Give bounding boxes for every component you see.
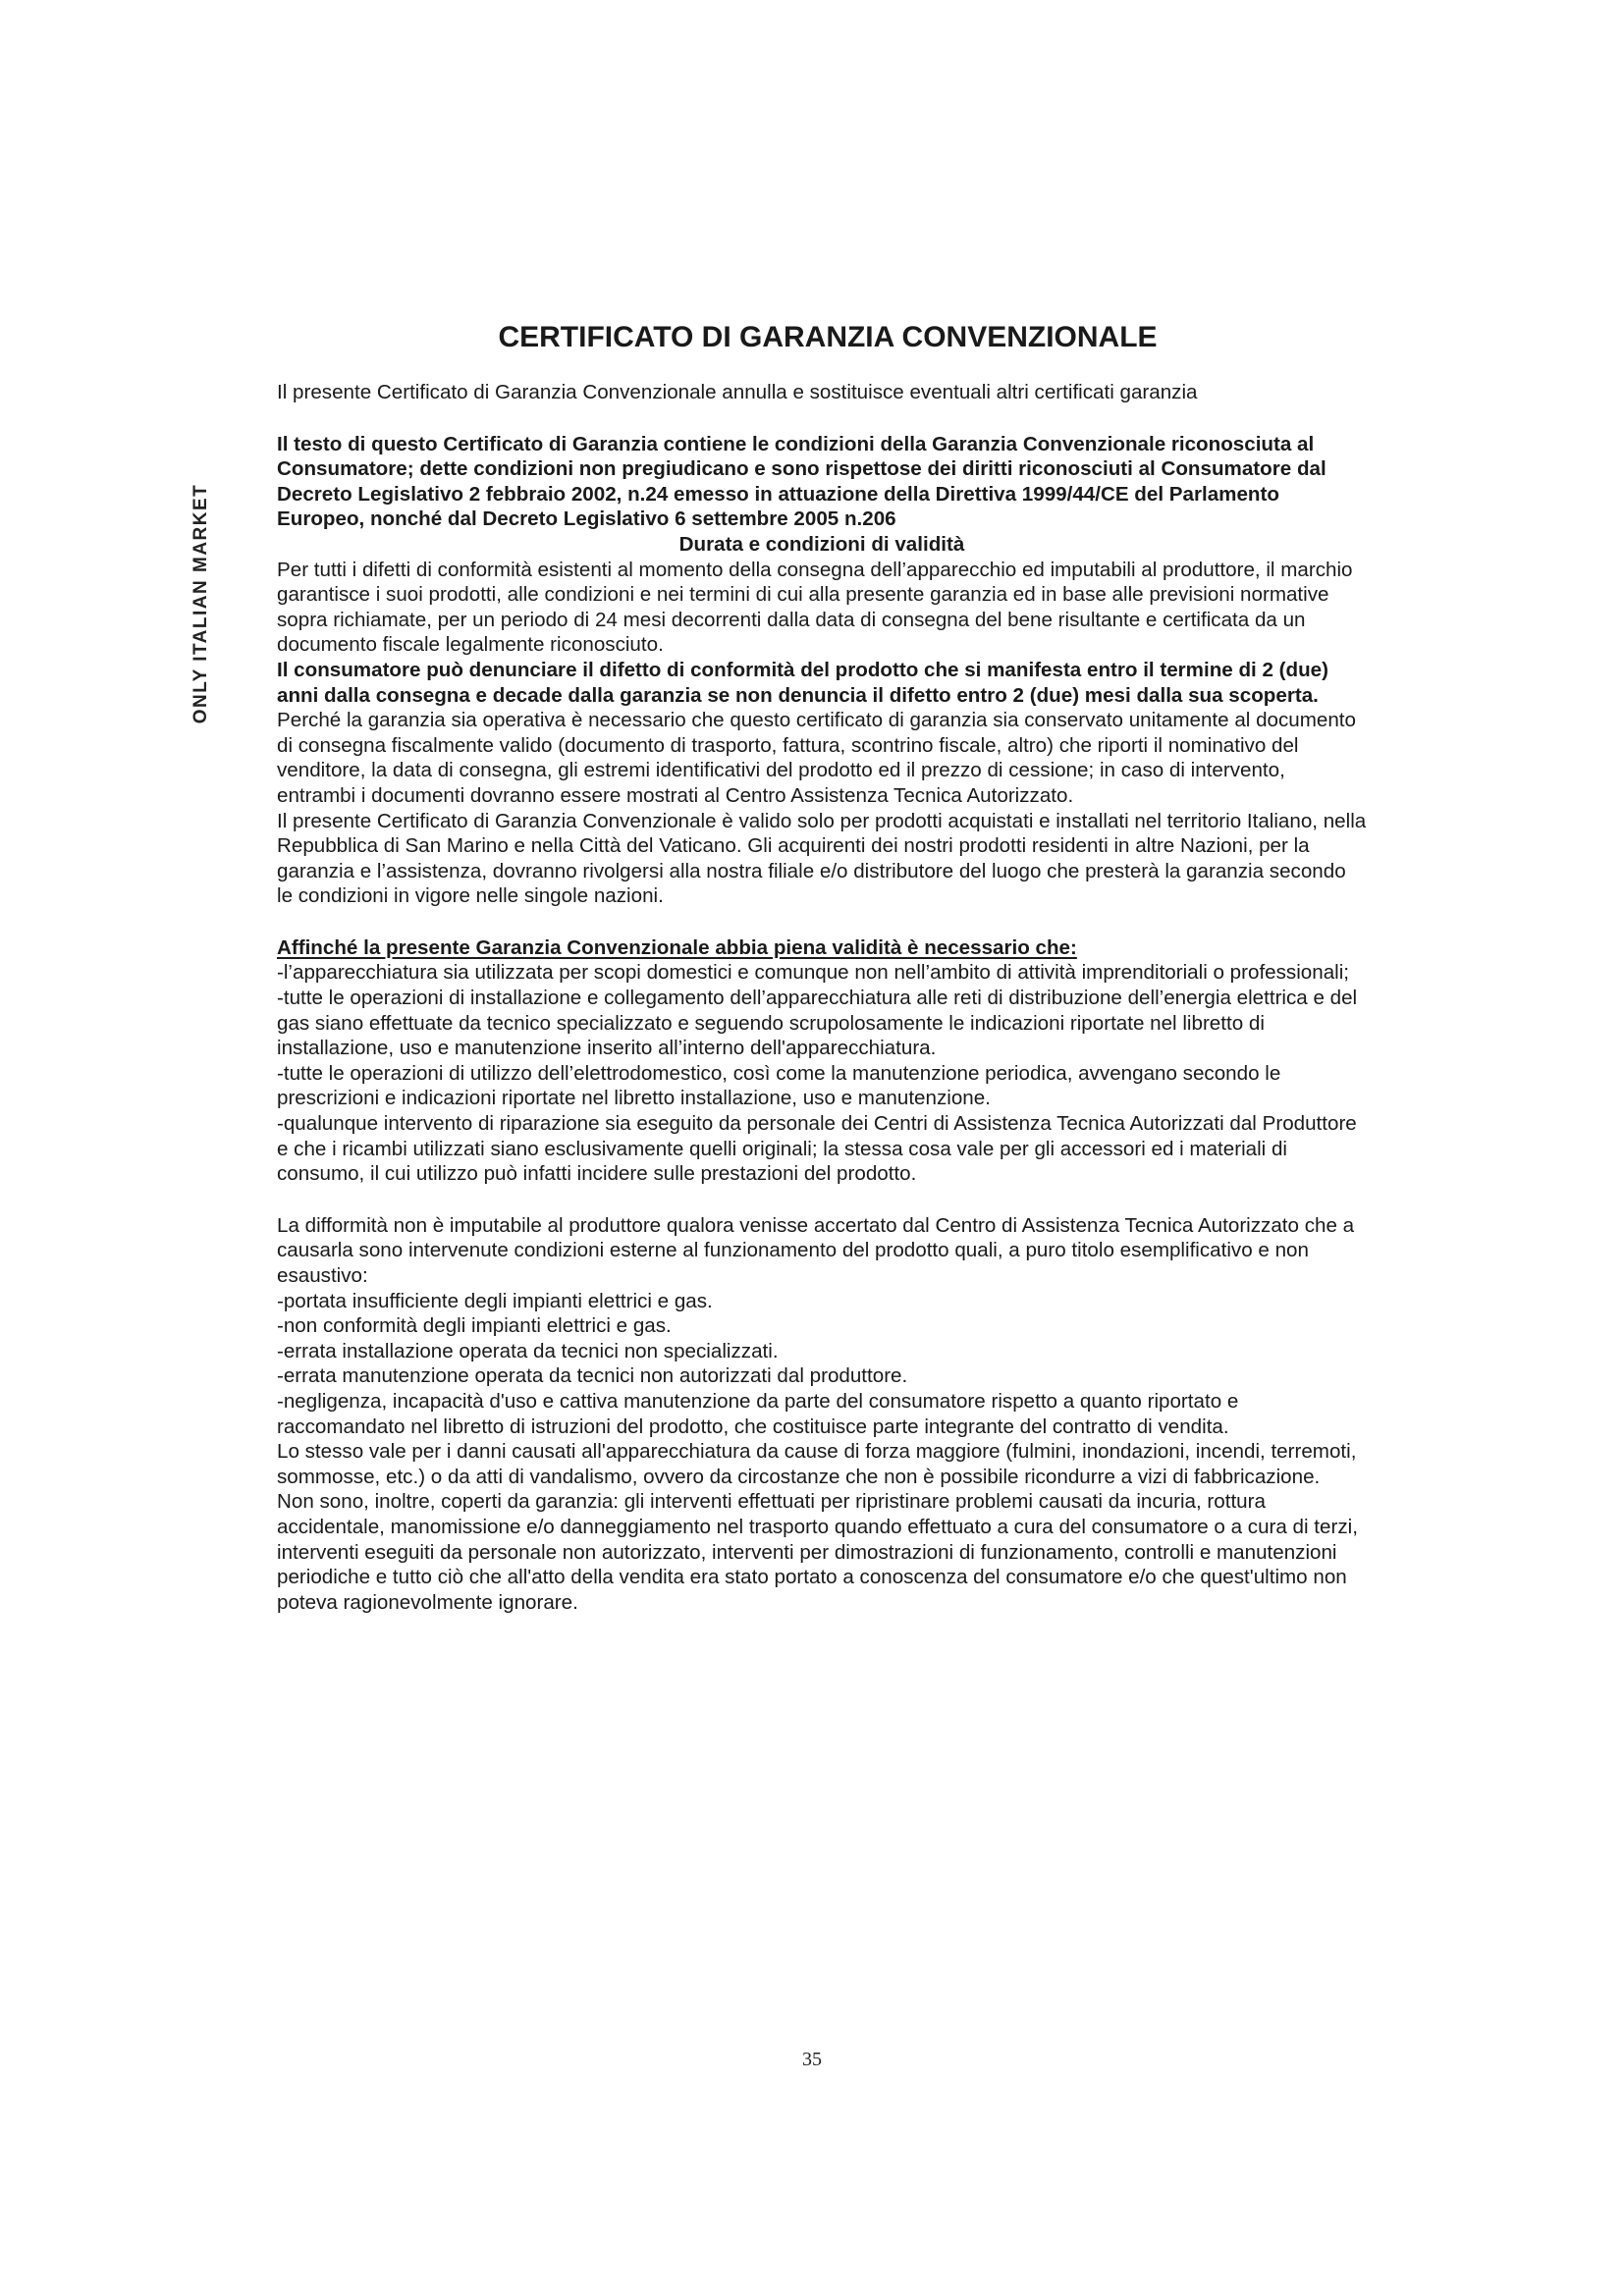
requirement-item: -tutte le operazioni di installazione e collegamento dell’apparecchiatura alle reti di distribuzione dell’energia elettrica e del gas siano effettuate da tecnico specializzato e seguendo scrupolosamente le indicazioni riportate nel libretto di installazione, uso e manutenzione inserito all’interno dell'apparecchiatura. xyxy=(277,987,1358,1060)
market-side-label: ONLY ITALIAN MARKET xyxy=(190,483,211,724)
nonconformity-list xyxy=(277,1289,1367,1440)
document-title: CERTIFICATO DI GARANZIA CONVENZIONALE xyxy=(498,321,1158,353)
force-majeure-paragraph: Lo stesso vale per i danni causati all'apparecchiatura da cause di forza maggiore (fulmini, inondazioni, incendi, terremoti, sommosse, etc.) o da atti di vandalismo, ovvero da circostanze che non è possibile ricondurre a vizi di fabbricazione. xyxy=(277,1440,1357,1488)
legal-basis-paragraph: Il testo di questo Certificato di Garanzia contiene le condizioni della Garanzia Convenzionale riconosciuta al Consumatore; dette condizioni non pregiudicano e sono rispettose dei diritti riconosciuti al Consumatore dal Decreto Legislativo 2 febbraio 2002, n.24 emesso in attuazione della Direttiva 1999/44/CE del Parlamento Europeo, nonché dal Decreto Legislativo 6 settembre 2005 n.206 xyxy=(277,432,1326,531)
territory-paragraph: Il presente Certificato di Garanzia Convenzionale è valido solo per prodotti acquistati e installati nel territorio Italiano, nella Repubblica di San Marino e nella Città del Vaticano. Gli acquirenti dei nostri prodotti residenti in altre Nazioni, per la garanzia e l’assistenza, dovranno rivolgersi alla nostra filiale e/o distributore del luogo che presterà la garanzia secondo le condizioni in vigore nelle singole nazioni. xyxy=(277,809,1367,908)
requirement-item: -qualunque intervento di riparazione sia eseguito da personale dei Centri di Assistenza Tecnica Autorizzati dal Produttore e che i ricambi utilizzati siano esclusivamente quelli originali; la stessa cosa vale per gli accessori ed i materiali di consumo, il cui utilizzo può infatti incidere sulle prestazioni del prodotto. xyxy=(277,1112,1357,1186)
nonconformity-item: -non conformità degli impianti elettrici e gas. xyxy=(277,1314,672,1338)
intro-paragraph: Il presente Certificato di Garanzia Convenzionale annulla e sostituisce eventuali altri certificati garanzia xyxy=(277,381,1198,403)
nonconformity-intro: La difformità non è imputabile al produttore qualora venisse accertato dal Centro di Assistenza Tecnica Autorizzato che a causarla sono intervenute condizioni esterne al funzionamento del prodotto quali, a puro titolo esemplificativo e non esaustivo: xyxy=(277,1213,1355,1287)
page-number: 35 xyxy=(802,2049,822,2070)
validity-heading: Durata e condizioni di validità xyxy=(678,532,965,556)
nonconformity-item: -errata installazione operata da tecnici non specializzati. xyxy=(277,1339,779,1362)
nonconformity-item: -negligenza, incapacità d'uso e cattiva manutenzione da parte del consumatore rispetto a quanto riportato e raccomandato nel libretto di istruzioni del prodotto, che costituisce parte integrante del contratto di vendita. xyxy=(277,1389,1239,1438)
consumer-notice-paragraph: Il consumatore può denunciare il difetto di conformità del prodotto che si manifesta entro il termine di 2 (due) anni dalla consegna e decade dalla garanzia se non denuncia il difetto entro 2 (due) mesi dalla sua scoperta. xyxy=(277,658,1328,707)
nonconformity-item: -portata insufficiente degli impianti elettrici e gas. xyxy=(277,1289,713,1312)
nonconformity-item: -errata manutenzione operata da tecnici non autorizzati dal produttore. xyxy=(277,1364,908,1388)
operative-paragraph: Perché la garanzia sia operativa è necessario che questo certificato di garanzia sia conservato unitamente al documento di consegna fiscalmente valido (documento di trasporto, fattura, scontrino fiscale, altro) che riporti il nominativo del venditore, la data di consegna, gli estremi identificativi del prodotto ed il prezzo di cessione; in caso di intervento, entrambi i documenti dovranno essere mostrati al Centro Assistenza Tecnica Autorizzato. xyxy=(277,709,1356,807)
requirement-item: -l’apparecchiatura sia utilizzata per scopi domestici e comunque non nell’ambito di attività imprenditoriali o professionali; xyxy=(277,961,1350,985)
warranty-document xyxy=(277,319,1367,1615)
validity-paragraph: Per tutti i difetti di conformità esistenti al momento della consegna dell’apparecchio ed imputabili al produttore, il marchio garantisce i suoi prodotti, alle condizioni e nei termini di cui alla presente garanzia ed in base alle previsioni normative sopra richiamate, per un periodo di 24 mesi decorrenti dalla data di consegna del bene risultante e certificata da un documento fiscale legalmente riconosciuto. xyxy=(277,558,1353,657)
requirements-list xyxy=(277,960,1367,1186)
requirements-heading: Affinché la presente Garanzia Convenzionale abbia piena validità è necessario che: xyxy=(277,935,1077,959)
not-covered-paragraph: Non sono, inoltre, coperti da garanzia: gli interventi effettuati per ripristinare problemi causati da incuria, rottura accidentale, manomissione e/o danneggiamento nel trasporto quando effettuato a cura del consumatore o a cura di terzi, interventi eseguiti da personale non autorizzato, interventi per dimostrazioni di funzionamento, controlli e manutenzioni periodiche e tutto ciò che all'atto della vendita era stato portato a conoscenza del consumatore e/o che quest'ultimo non poteva ragionevolmente ignorare. xyxy=(277,1490,1358,1614)
requirement-item: -tutte le operazioni di utilizzo dell’elettrodomestico, così come la manutenzione periodica, avvengano secondo le prescrizioni e indicazioni riportate nel libretto installazione, uso e manutenzione. xyxy=(277,1061,1281,1110)
